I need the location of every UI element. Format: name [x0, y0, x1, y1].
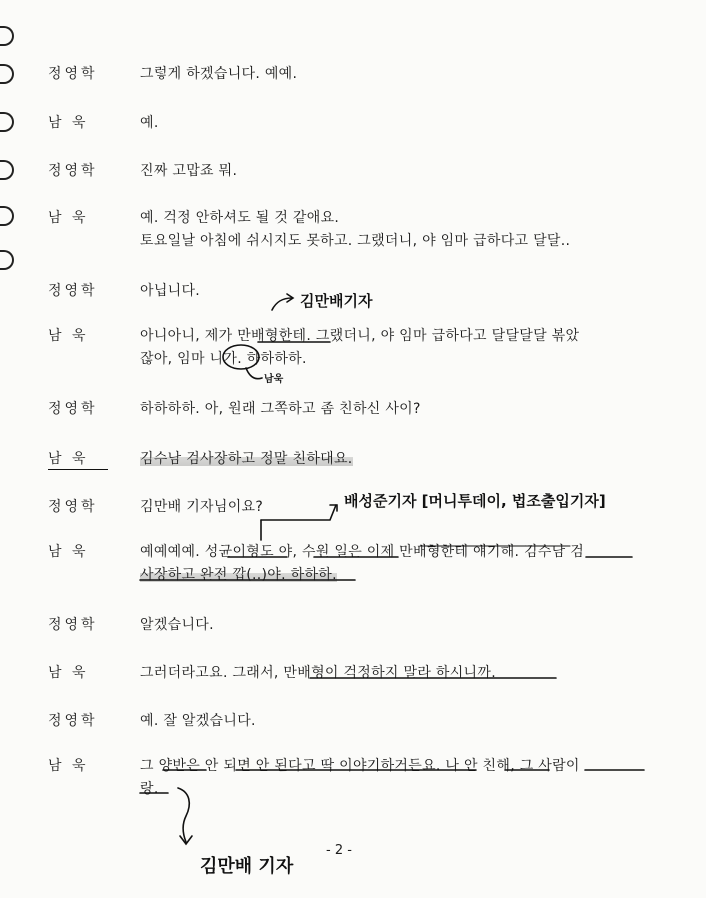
dialogue-line: 김수남 검사장하고 정말 친하대요.: [140, 448, 353, 468]
dialogue-line: 그러더라고요. 그래서, 만배형이 걱정하지 말라 하시니까.: [140, 665, 496, 681]
speaker-name: 정영학: [48, 283, 98, 299]
dialogue-line: 김만배 기자님이요?: [140, 499, 264, 515]
speaker-name: 정영학: [48, 499, 98, 515]
speaker-name: 남 욱: [48, 544, 89, 560]
speaker-name: 남 욱: [48, 758, 89, 774]
handwritten-note: 남욱: [264, 374, 284, 385]
speaker-name: 남 욱: [48, 328, 89, 344]
dialogue-line: 알겠습니다.: [140, 617, 214, 633]
speaker-name: 정영학: [48, 66, 98, 82]
speaker-name: 남 욱: [48, 448, 108, 470]
dialogue-line: 아닙니다.: [140, 283, 201, 299]
dialogue-line: 잖아, 임마 니가. 하하하하.: [140, 351, 307, 367]
speaker-name: 정영학: [48, 617, 98, 633]
handwritten-note: 배성준기자 [머니투데이, 법조출입기자]: [344, 492, 606, 510]
page-number: - 2 -: [326, 843, 352, 858]
dialogue-line: 예예예예. 성균이형도 야, 수원 일은 이제 만배형한테 얘기해. 김수남 검: [140, 544, 585, 560]
speaker-name: 정영학: [48, 163, 98, 179]
dialogue-line: 그 양반은 안 되면 안 된다고 딱 이야기하거든요. 나 안 친해, 그 사람이: [140, 758, 580, 774]
handwritten-note: 김만배기자: [300, 292, 373, 310]
dialogue-line: 토요일날 아침에 쉬시지도 못하고. 그랬더니, 야 임마 급하다고 달달..: [140, 233, 571, 249]
dialogue-line: 진짜 고맙죠 뭐.: [140, 163, 238, 179]
speaker-name: 남 욱: [48, 115, 89, 131]
dialogue-line: 예. 걱정 안하셔도 될 것 같애요.: [140, 210, 340, 226]
dialogue-line: 랑.: [140, 781, 159, 797]
speaker-name: 남 욱: [48, 665, 89, 681]
handwritten-note: 김만배 기자: [200, 856, 294, 877]
speaker-name: 정영학: [48, 713, 98, 729]
speaker-name: 정영학: [48, 401, 98, 417]
dialogue-line: 아니아니, 제가 만배형한테. 그랬더니, 야 임마 급하다고 달달달달 볶았: [140, 328, 580, 344]
dialogue-line: 하하하하. 아, 원래 그쪽하고 좀 친하신 사이?: [140, 401, 421, 417]
dialogue-line: 예. 잘 알겠습니다.: [140, 713, 256, 729]
dialogue-line: 사장하고 완전 깝(..)야. 하하하.: [140, 564, 337, 584]
dialogue-line: 예.: [140, 115, 159, 131]
dialogue-line: 그렇게 하겠습니다. 예예.: [140, 66, 298, 82]
speaker-name: 남 욱: [48, 210, 89, 226]
